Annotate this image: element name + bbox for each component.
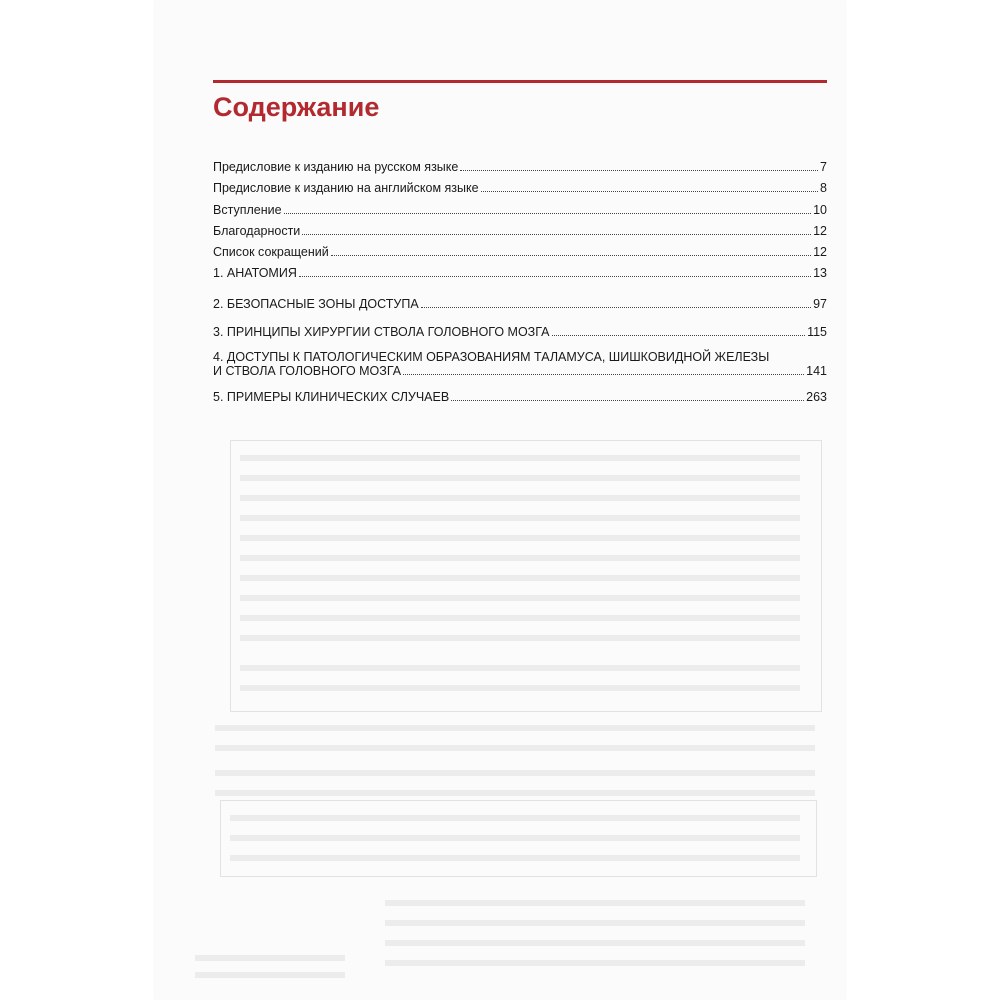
show-through-line	[195, 972, 345, 978]
leader-dots	[302, 234, 811, 235]
leader-dots	[331, 255, 811, 256]
show-through-line	[240, 455, 800, 461]
toc-entry-page: 7	[820, 160, 827, 174]
show-through-line	[215, 790, 815, 796]
toc-entry-introduction	[213, 203, 827, 217]
show-through-line	[385, 960, 805, 966]
book-page	[155, 0, 845, 1000]
show-through-line	[240, 635, 800, 641]
toc-entry-label: 5. ПРИМЕРЫ КЛИНИЧЕСКИХ СЛУЧАЕВ	[213, 390, 450, 404]
show-through-line	[240, 475, 800, 481]
show-through-line	[240, 555, 800, 561]
show-through-line	[240, 665, 800, 671]
toc-entry-label: Благодарности	[213, 224, 301, 238]
toc-entry-chapter-4	[213, 350, 827, 378]
leader-dots	[403, 374, 804, 375]
toc-entry-page: 13	[813, 266, 827, 280]
toc-entry-page: 141	[806, 364, 827, 378]
toc-entry-label: 1. АНАТОМИЯ	[213, 266, 297, 280]
leader-dots	[421, 307, 811, 308]
toc-entry-page: 115	[807, 325, 827, 339]
toc-entry-page: 12	[813, 245, 827, 259]
leader-dots	[284, 213, 812, 214]
show-through-line	[215, 725, 815, 731]
leader-dots	[299, 276, 811, 277]
toc-entry-chapter-1	[213, 266, 827, 280]
toc-entry-page: 12	[813, 224, 827, 238]
toc-entry-chapter-5	[213, 390, 827, 404]
show-through-line	[240, 575, 800, 581]
show-through-line	[240, 685, 800, 691]
show-through-line	[240, 595, 800, 601]
show-through-line	[215, 745, 815, 751]
toc-entry-chapter-2	[213, 297, 827, 311]
toc-entry-page: 263	[806, 390, 827, 404]
toc-entry-label-line1: 4. ДОСТУПЫ К ПАТОЛОГИЧЕСКИМ ОБРАЗОВАНИЯМ ТАЛАМУСА, ШИШКОВИДНОЙ ЖЕЛЕЗЫ	[213, 350, 770, 364]
toc-entry-abbreviations	[213, 245, 827, 259]
leader-dots	[552, 335, 806, 336]
show-through-line	[240, 515, 800, 521]
show-through-line	[240, 495, 800, 501]
leader-dots	[481, 191, 818, 192]
toc-entry-page: 10	[813, 203, 827, 217]
show-through-line	[240, 615, 800, 621]
toc-entry-chapter-3	[213, 325, 827, 339]
show-through-line	[385, 920, 805, 926]
show-through-line	[215, 770, 815, 776]
show-through-line	[385, 900, 805, 906]
toc-entry-label: 3. ПРИНЦИПЫ ХИРУРГИИ СТВОЛА ГОЛОВНОГО МОЗГА	[213, 325, 550, 339]
toc-entry-label: Предисловие к изданию на русском языке	[213, 160, 459, 174]
toc-entry-label: Список сокращений	[213, 245, 329, 259]
leader-dots	[451, 400, 804, 401]
show-through-line	[230, 835, 800, 841]
leader-dots	[460, 170, 818, 171]
toc-entry-preface-english	[213, 181, 827, 195]
header-rule	[213, 80, 827, 83]
toc-entry-page: 8	[820, 181, 827, 195]
toc-entry-label-line2: И СТВОЛА ГОЛОВНОГО МОЗГА	[213, 364, 402, 378]
show-through-line	[240, 535, 800, 541]
show-through-line	[230, 815, 800, 821]
toc-entry-label: 2. БЕЗОПАСНЫЕ ЗОНЫ ДОСТУПА	[213, 297, 419, 311]
toc-entry-label: Вступление	[213, 203, 282, 217]
toc-entry-page: 97	[813, 297, 827, 311]
show-through-line	[230, 855, 800, 861]
toc-entry-acknowledgements	[213, 224, 827, 238]
toc-entry-preface-russian	[213, 160, 827, 174]
page-title: Содержание	[213, 92, 380, 122]
toc-entry-label: Предисловие к изданию на английском языке	[213, 181, 479, 195]
show-through-line	[195, 955, 345, 961]
show-through-line	[385, 940, 805, 946]
